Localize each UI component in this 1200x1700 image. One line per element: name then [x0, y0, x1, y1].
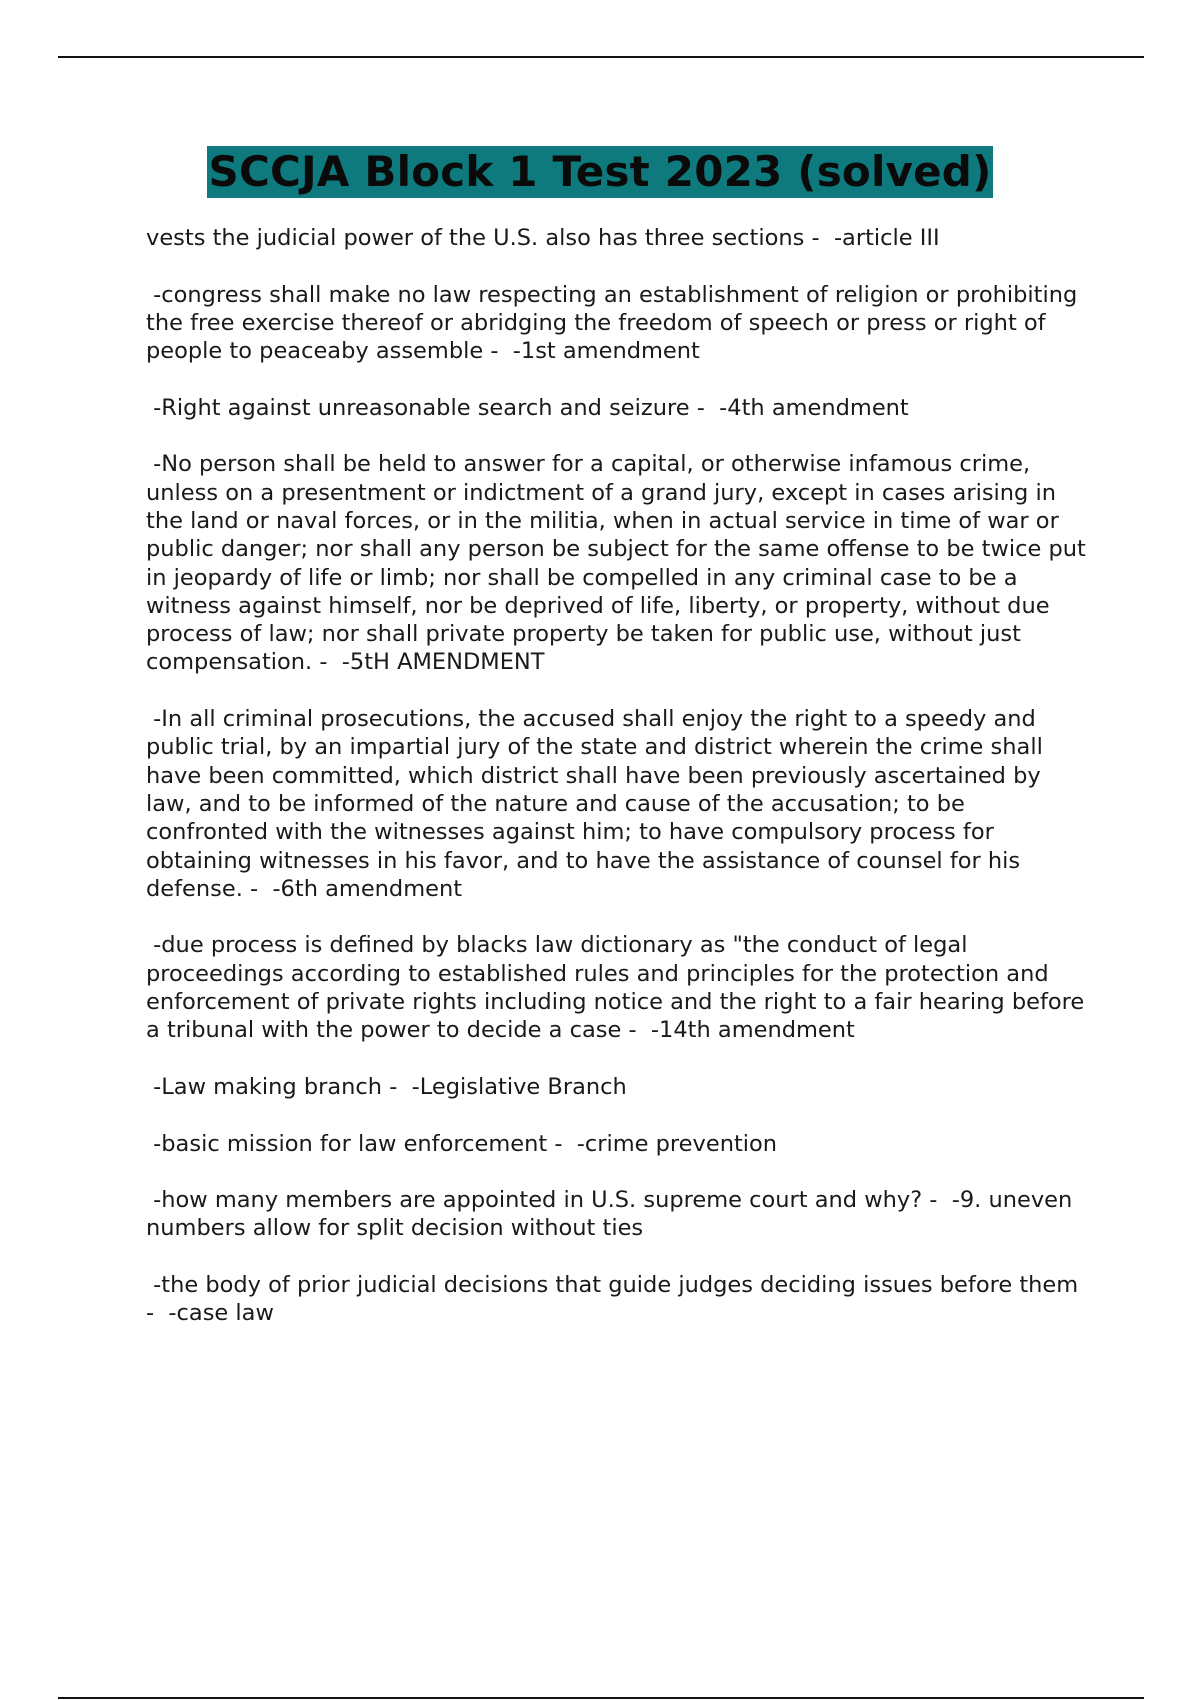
- qa-item-2: -congress shall make no law respecting an establishment of religion or prohibiting the free exercise thereof or abridging the freedom of speech or press or right of people to peaceaby assemble - -1st amendment: [146, 281, 1085, 365]
- qa-item-5: -In all criminal prosecutions, the accused shall enjoy the right to a speedy and public trial, by an impartial jury of the state and district wherein the crime shall have been committed, which district shall have been previously ascertained by law, and to be informed of the nature and cause of the accusation; to be confronted with the witnesses against him; to have compulsory process for obtaining witnesses in his favor, and to have the assistance of counsel for his defense. - -6th amendment: [146, 706, 1050, 902]
- qa-item-3: -Right against unreasonable search and seizure - -4th amendment: [146, 394, 909, 421]
- top-rule: [58, 56, 1144, 58]
- qa-item-9: -how many members are appointed in U.S. supreme court and why? - -9. uneven numbers allow for split decision without ties: [146, 1187, 1080, 1242]
- qa-item-4: -No person shall be held to answer for a capital, or otherwise infamous crime, unless on a presentment or indictment of a grand jury, except in cases arising in the land or naval forces, or in the militia, when in actual service in time of war or public danger; nor shall any person be subject for the same offense to be twice put in jeopardy of life or limb; nor shall be compelled in any criminal case to be a witness against himself, nor be deprived of life, liberty, or property, without due process of law; nor shall private property be taken for public use, without just compensation. - -5tH AMENDMENT: [146, 451, 1093, 676]
- qa-item-1: vests the judicial power of the U.S. also has three sections - -article III: [146, 225, 940, 251]
- document-body: [146, 224, 1093, 1356]
- qa-item-10: -the body of prior judicial decisions that guide judges deciding issues before them - -case law: [146, 1271, 1086, 1327]
- qa-item-6: -due process is defined by blacks law dictionary as "the conduct of legal proceedings according to established rules and principles for the protection and enforcement of private rights including notice and the right to a fair hearing before a tribunal with the power to decide a case - -14th amendment: [146, 932, 1092, 1044]
- bottom-rule: [58, 1697, 1144, 1699]
- qa-item-7: -Law making branch - -Legislative Branch: [146, 1073, 627, 1100]
- qa-item-8: -basic mission for law enforcement - -crime prevention: [146, 1130, 778, 1157]
- title-container: [0, 146, 1200, 198]
- page-title: SCCJA Block 1 Test 2023 (solved): [208, 147, 992, 196]
